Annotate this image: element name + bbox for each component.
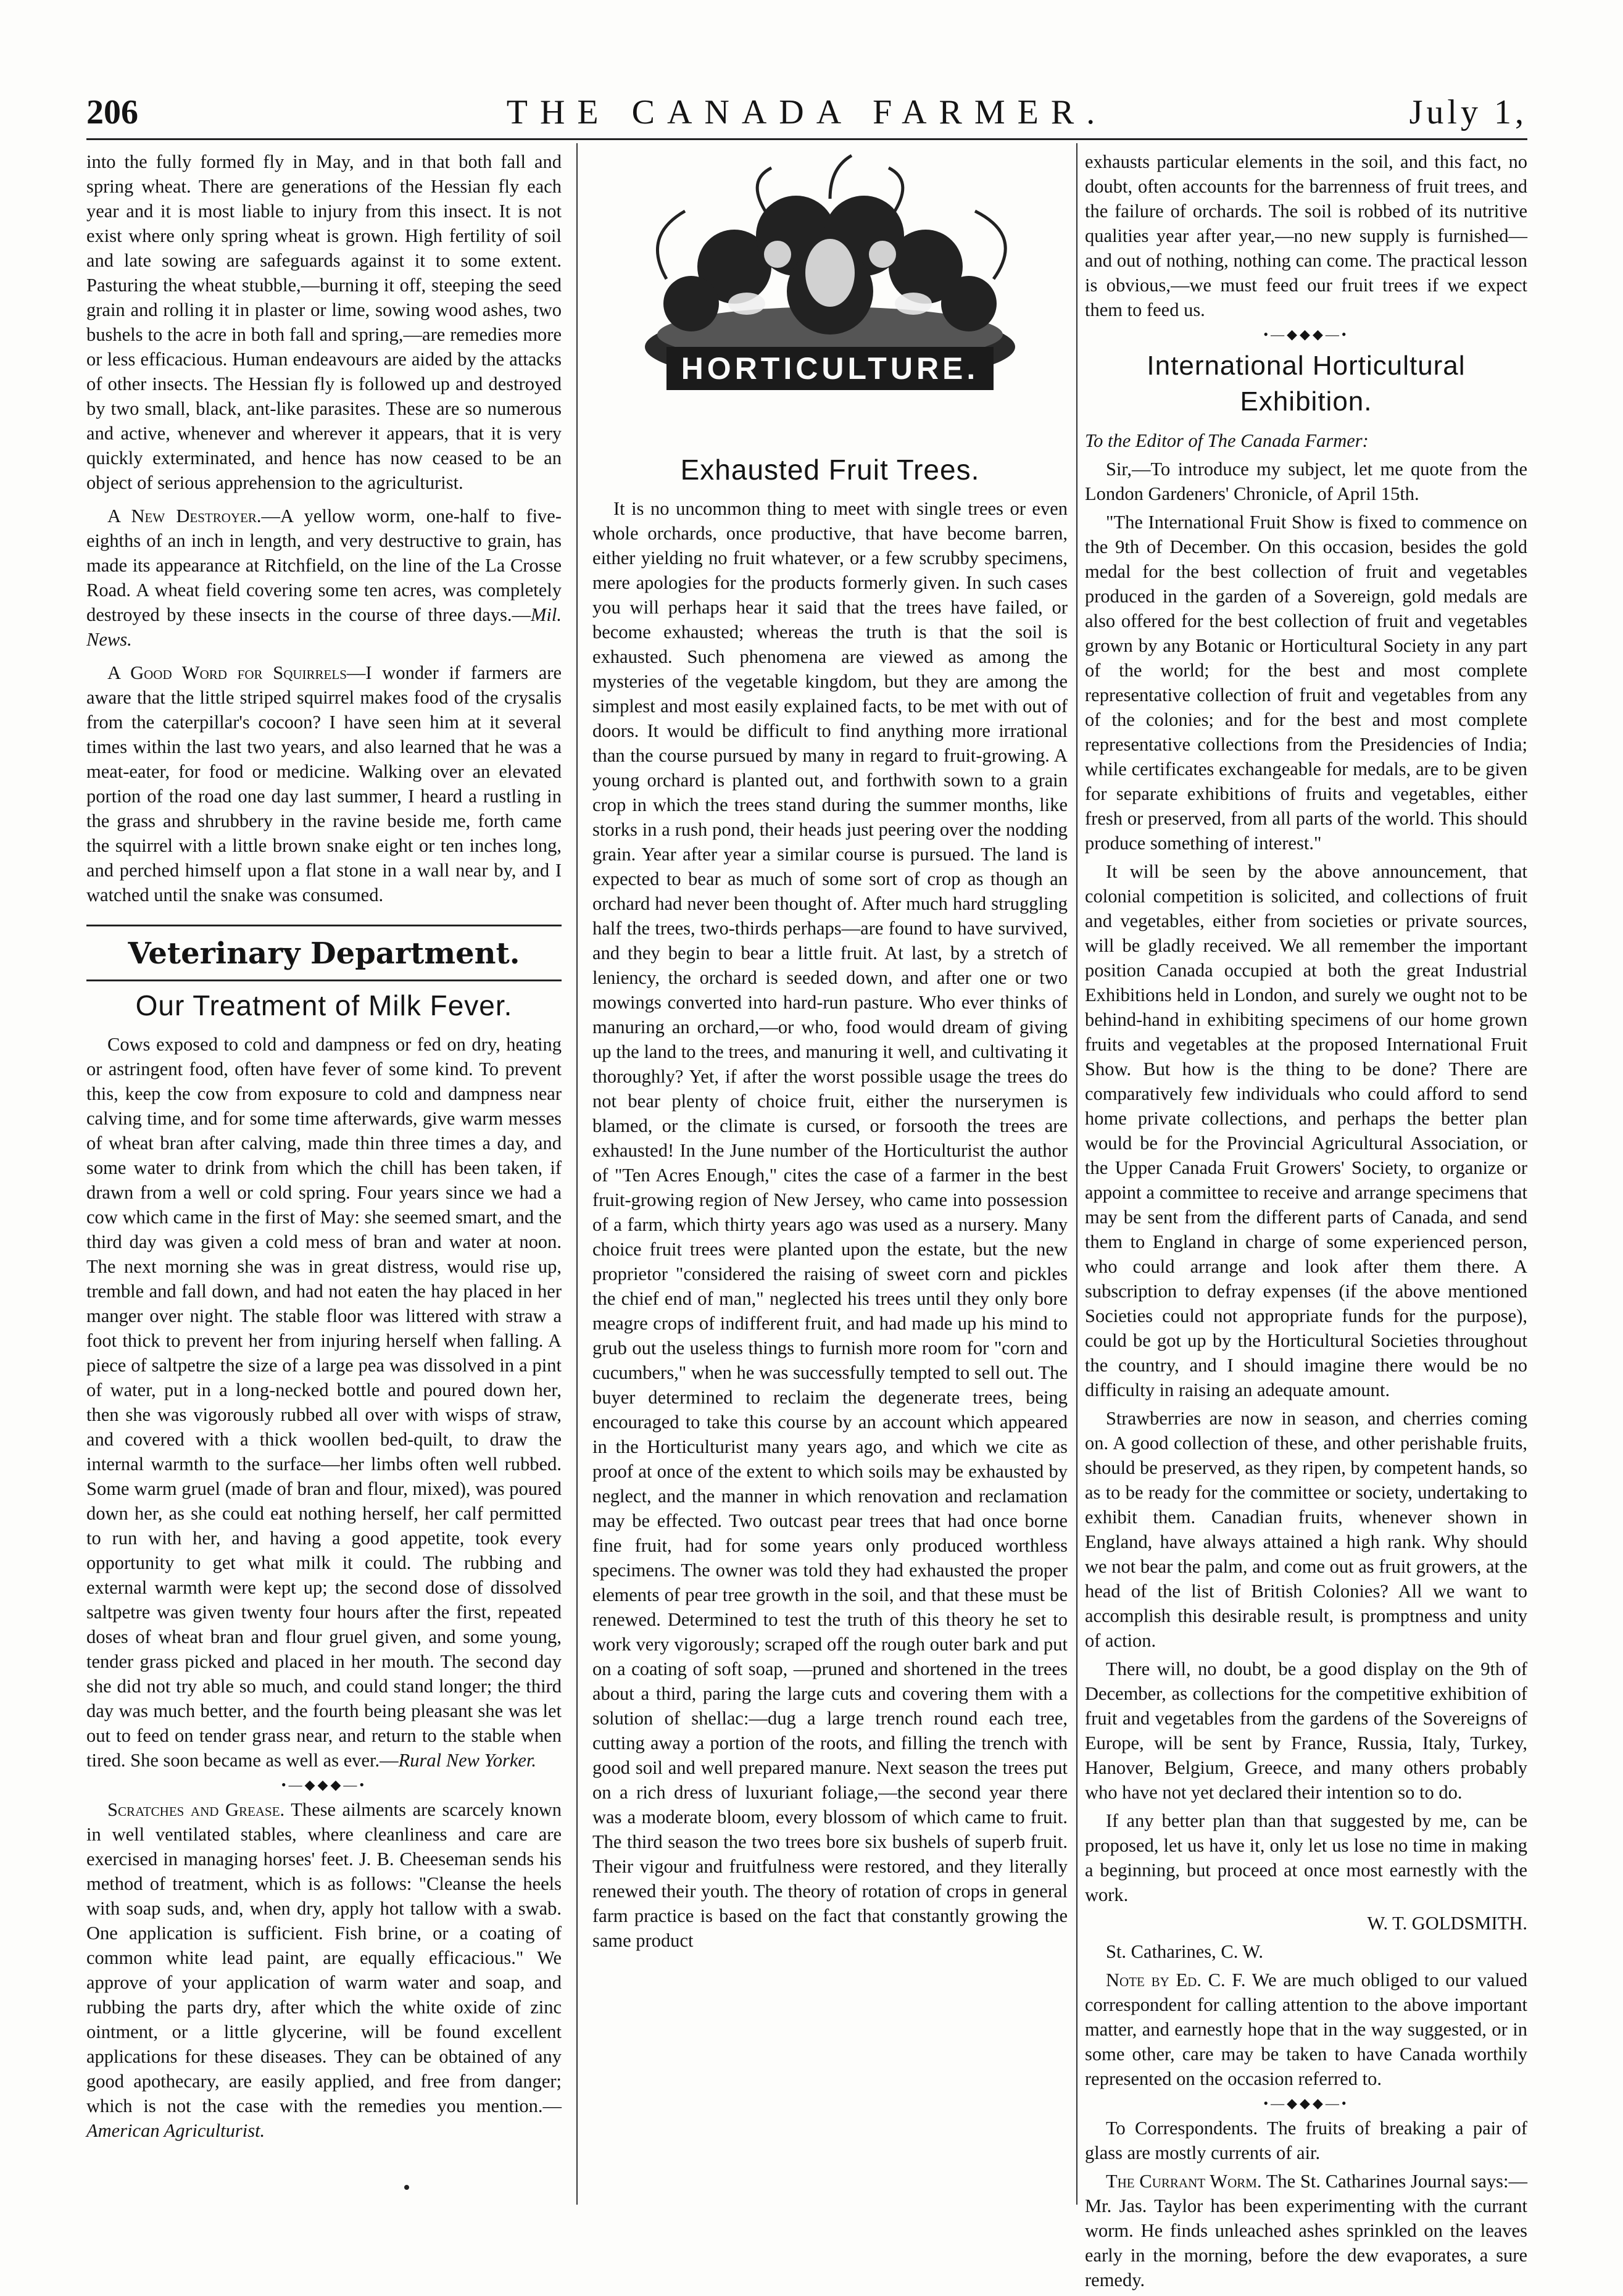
letter-paragraph-6: If any better plan than that suggested by me, can be proposed, let us have it, only let us lose no time in making a beginning, but proceed at once most earnestly with the work. (1085, 1810, 1527, 1905)
header-rule (86, 138, 1527, 140)
letter-paragraph-4: Strawberries are now in season, and cherries coming on. A good collection of these, and other perishable fruits, should be preserved, as they ripen, by competent hands, so as to be ready for the committee or society, undertaking to exhibit them. Canadian fruits, whenever shown in England, have always attained a high rank. Why should we not bear the palm, and come out as fruit growers, at the head of the list of British Colonies? All we want to accomplish this desirable result, is promptness and unity of action. (1085, 1408, 1527, 1651)
currant-worm-paragraph (1085, 2169, 1527, 2292)
editor-note-text: We are much obliged to our valued correspondent for calling attention to the above important matter, and earnestly hope that in the way suggested, or in some other, care may be taken to have Canada worthily represented on the occasion referred to. (1085, 1969, 1527, 2089)
letter-paragraph-1: Sir,—To introduce my subject, let me quote from the London Gardeners' Chronicle, of April 15th. (1085, 459, 1527, 504)
letter-place: St. Catharines, C. W. (1106, 1941, 1264, 1962)
new-destroyer-paragraph (86, 504, 562, 652)
letter-signature: W. T. GOLDSMITH. (1367, 1913, 1527, 1934)
dinkus-ornament: •—◆◆◆—• (281, 1777, 367, 1792)
scratches-source: American Agriculturist. (86, 2120, 265, 2141)
milk-fever-text: Cows exposed to cold and dampness or fed on dry, heating or astringent food, often have fever of some kind. To prevent this, keep the cow from exposure to cold and dampness near calving time, and for some time afterwards, give warm messes of wheat bran after calving, made thin three times a day, and some water to drink from which the chill has been taken, if drawn from a well or cold spring. Four years since we had a cow which came in the first of May: she seemed smart, and the third day was given a cold mess of bran and water at noon. The next morning she was in great distress, would rise up, tremble and fall down, and had not eaten the hay placed in her manger over night. The stable floor was littered with straw a foot thick to prevent her from injuring herself when falling. A piece of saltpetre the size of a large pea was dissolved in a pint of water, put in a long-necked bottle and poured down her, then she was vigorously rubbed all over with wisps of straw, and covered with a thick woollen bed-quilt, to draw the internal warmth to the surface—her limbs often well rubbed. Some warm gruel (made of bran and flour, mixed), was poured down her, as she could eat nothing herself, her calf permitted to run with her, and having a good appetite, took every opportunity to get what milk it could. The rubbing and external warmth were kept up; the second dose of dissolved saltpetre was given twenty four hours after the first, repeated doses of wheat bran and flour gruel given, and some young, tender grass picked and placed in her mouth. The second day she did not try able so much, and could stand longer; the third day was much better, and the fourth being pleasant she was let out to feed on tender grass near, and return to the stable when tired. She soon became as well as ever.— (86, 1034, 562, 1771)
currant-worm-lead: The Currant Worm. (1106, 2171, 1262, 2192)
horticulture-banner (592, 143, 1068, 427)
column-1 (86, 149, 562, 2147)
column-3 (1085, 149, 1527, 2296)
international-exhibition-heading: International Horticultural Exhibition. (1147, 351, 1466, 417)
new-destroyer-source: Mil. News. (86, 604, 562, 650)
letter-paragraph-5: There will, no doubt, be a good display on the 9th of December, as collections for the competitive exhibition of fruit and vegetables from the gardens of the Sovereigns of Europe, will be sent by France, Russia, Italy, Turkey, Hanover, Belgium, Greece, and many others probably who have not yet declared their intention so to do. (1085, 1658, 1527, 1803)
editor-note-lead: Note by Ed. C. F. (1106, 1969, 1246, 1990)
page-number: 206 (86, 93, 138, 131)
running-head (86, 93, 1527, 136)
letter-paragraph-2: "The International Fruit Show is fixed to commence on the 9th of December. On this occasion, besides the gold medal for the best collection of fruit and vegetables produced in the garden of a Sovereign, gold medals are also offered for the best collection of fruit and vegetables grown by any Botanic or Horticultural Society in any part of the world; for the best and most complete representative collection of fruit and vegetables from any of the colonies; and for the best and most complete representative collections from the Presidencies of India; while certificates exchangeable for medals, are to be given for separate exhibitions of fruits and vegetables, either fresh or preserved, from all parts of the world. This should produce something of interest." (1085, 512, 1527, 854)
milk-fever-heading: Our Treatment of Milk Fever. (135, 989, 513, 1021)
department-heading: Veterinary Department. (128, 936, 520, 971)
scratches-lead: Scratches and Grease. (107, 1799, 285, 1820)
correspondents-paragraph: To Correspondents. The fruits of breaking a pair of glass are mostly currents of air. (1085, 2118, 1527, 2163)
column-divider (1076, 143, 1077, 2205)
dinkus-ornament: •—◆◆◆—• (1263, 327, 1349, 342)
exhausted-fruit-trees-body: It is no uncommon thing to meet with single trees or even whole orchards, once productive, that have become barren, either yielding no fruit whatever, or a few scrubby specimens, mere apologies for the products formerly given. In such cases you will perhaps hear it said that the trees have failed, or become exhausted; whereas the truth is that the soil is exhausted. Such phenomena are viewed as among the mysteries of the vegetable kingdom, but they are among the simplest and most easily explained facts, to be met with out of doors. It would be difficult to find anything more irrational than the course pursued by many in regard to fruit-growing. A young orchard is planted out, and forthwith sown to a grain crop in which the trees stand during the summer months, like storks in a rush pond, their heads just peering over the nodding grain. Year after year a similar course is pursued. The land is expected to bear as much of some sort of crop as though an orchard had never been thought of. After much hard struggling half the trees, two-thirds perhaps—are found to have survived, and they begin to bear a little fruit. At last, by a stretch of leniency, the orchard is seeded down, and after one or two mowings converted into hard-run pasture. Who ever thinks of manuring an orchard,—or who, food would dream of giving up the land to the trees, and manuring it well, and cultivating it thoroughly? Yet, if after the worst possible usage the trees do not bear plenty of choice fruit, either the nurserymen is blamed, or the climate is cursed, or forsooth the trees are exhausted! In the June number of the Horticulturist the author of "Ten Acres Enough," cites the case of a farmer in the best fruit-growing region of New Jersey, who came into possession of a farm, which thirty years ago was used as a nursery. Many choice fruit trees were planted upon the estate, but the new proprietor "considered the raising of sweet corn and pickles the chief end of man," neglected his trees until they only bore meagre crops of indifferent fruit, and had made up his mind to grub out the useless things to furnish more room for "corn and cucumbers," when he was successfully tempted to sell out. The buyer determined to reclaim the degenerate trees, being encouraged to take this course by an account which appeared in the Horticulturist many years ago, and which we cite as proof at once of the extent to which soils may be exhausted by neglect, and the manner in which renovation and reclamation may be effected. Two outcast pear trees that had once borne fine fruit, had for some years only produced worthless specimens. The owner was told they had exhausted the proper elements of pear tree growth in the soil, and that these must be renewed. Determined to test the truth of this theory he set to work very vigorously; scraped off the rough outer bark and put on a coating of soft soap, —pruned and shortened in the trees about a third, paring the large cuts and covering them with a solution of shellac:—dug a large trench round each tree, cutting away a portion of the roots, and filling the trench with good soil and well prepared manure. Next season the trees put on a rich dress of luxuriant foliage,—the second year there was a moderate bloom, every blossom of which came to fruit. The third season the two trees bore six bushels of superb fruit. Their vigour and fruitfulness were restored, and they literally renewed their youth. The theory of rotation of crops in general farm practice is based on the fact that constantly growing the same product (592, 498, 1068, 1951)
exhausted-trees-continuation: exhausts particular elements in the soil, and this fact, no doubt, often accounts for the barrenness of fruit trees, and the failure of orchards. The soil is robbed of its nutritive qualities year after year,—no new supply is furnished—and out of nothing, nothing can come. The practical lesson is obvious,—we must feed our fruit trees if we expect them to feed us. (1085, 151, 1527, 320)
dinkus-ornament: •—◆◆◆—• (1263, 2095, 1349, 2111)
scratches-text: These ailments are scarcely known in well ventilated stables, where cleanliness and care are exercised in managing horses' feet. J. B. Cheeseman sends his method of treatment, which is as follows: "Cleanse the heels with soap suds, and, when dry, apply hot tallow with a swab. One application is sufficient. Fish brine, or a coating of common white lead paint, are equally efficacious." We approve of your application of warm water and soap, and rubbing the parts dry, after which the white oxide of zinc ointment, or a little glycerine, will be found excellent applications for these diseases. They can be obtained of any good apothecary, are easily applied, and free from danger; which is not the case with the remedies you mention.— (86, 1799, 562, 2116)
issue-date: July 1, (1409, 93, 1527, 131)
exhausted-fruit-trees-heading: Exhausted Fruit Trees. (680, 454, 980, 486)
column-divider (576, 143, 578, 2205)
hessian-fly-paragraph: into the fully formed fly in May, and in that both fall and spring wheat. There are generations of the Hessian fly each year and it is most liable to injury from this insect. It is not exist where only spring wheat is grown. High fertility of soil and late sowing are safeguards against it to some extent. Pasturing the wheat stubble,—burning it off, steeping the seed grain and rolling it in plaster or lime, sowing wood ashes, two bushels to the acre in both fall and spring,—are remedies more or less efficacious. Human endeavours are aided by the attacks of other insects. The Hessian fly is followed up and destroyed by two small, black, ant-like parasites. These are so numerous and active, whenever and wherever it appears, that it is very quickly exterminated, and hence has now ceased to be an object of serious apprehension to the agriculturist. (86, 151, 562, 493)
scratches-paragraph (86, 1797, 562, 2143)
new-destroyer-text: —A yellow worm, one-half to five-eighths of an inch in length, and very destructive to grain, has made its appearance at Ritchfield, on the line of the La Crosse Road. A wheat field covering some ten acres, was completely destroyed by these insects in the course of three days.— (86, 505, 562, 625)
squirrels-lead: A Good Word for Squirrels (107, 662, 347, 683)
editor-note-paragraph (1085, 1968, 1527, 2091)
squirrels-paragraph (86, 660, 562, 907)
horticulture-banner-label: HORTICULTURE. (666, 347, 994, 390)
page-speck (404, 2185, 409, 2190)
milk-fever-paragraph (86, 1032, 562, 1773)
letter-paragraph-3: It will be seen by the above announcement, that colonial competition is solicited, and collections of fruit and vegetables, either from societies or private sources, will be gladly received. We all remember the important position Canada occupied at both the great Industrial Exhibitions held in London, and surely we ought not to be behind-hand in exhibiting specimens of our home grown fruits and vegetables at the proposed International Fruit Show. But how is the thing to be done? There are comparatively few individuals who could afford to send home private collections, and perhaps the better plan would be for the Provincial Agricultural Association, or the Upper Canada Fruit Growers' Society, to organize or appoint a committee to receive and arrange specimens that may be sent from the different parts of Canada, and send them to England in charge of some experienced person, who could arrange and look after them there. A subscription to defray expenses (if the above mentioned Societies could not appropriate funds for the purpose), could be got up by the Horticultural Societies throughout the country, and I should imagine there would be no difficulty in raising an adequate amount. (1085, 861, 1527, 1400)
milk-fever-source: Rural New Yorker. (398, 1750, 537, 1771)
letter-salutation: To the Editor of The Canada Farmer: (1085, 430, 1369, 451)
column-2 (592, 149, 1068, 1957)
masthead-title: THE CANADA FARMER. (506, 93, 1108, 131)
section-rule (86, 980, 562, 981)
new-destroyer-lead: A New Destroyer. (107, 505, 262, 526)
squirrels-text: —I wonder if farmers are aware that the little striped squirrel makes food of the crysalis from the caterpillar's cocoon? I have seen him at it several times within the last two years, and also learned that he was a meat-eater, for food or medicine. Walking over an elevated portion of the road one day last summer, I heard a rustling in the grass and shrubbery in the ravine beside me, forth came the squirrel with a little brown snake eight or ten inches long, and perched himself upon a flat stone in a wall near by, and I watched until the snake was consumed. (86, 662, 562, 905)
section-rule (86, 925, 562, 926)
currant-worm-text: The St. Catharines Journal says:—Mr. Jas. Taylor has been experimenting with the currant worm. He finds unleached ashes sprinkled on the leaves early in the morning, before the dew evaporates, a sure remedy. (1085, 2171, 1528, 2290)
